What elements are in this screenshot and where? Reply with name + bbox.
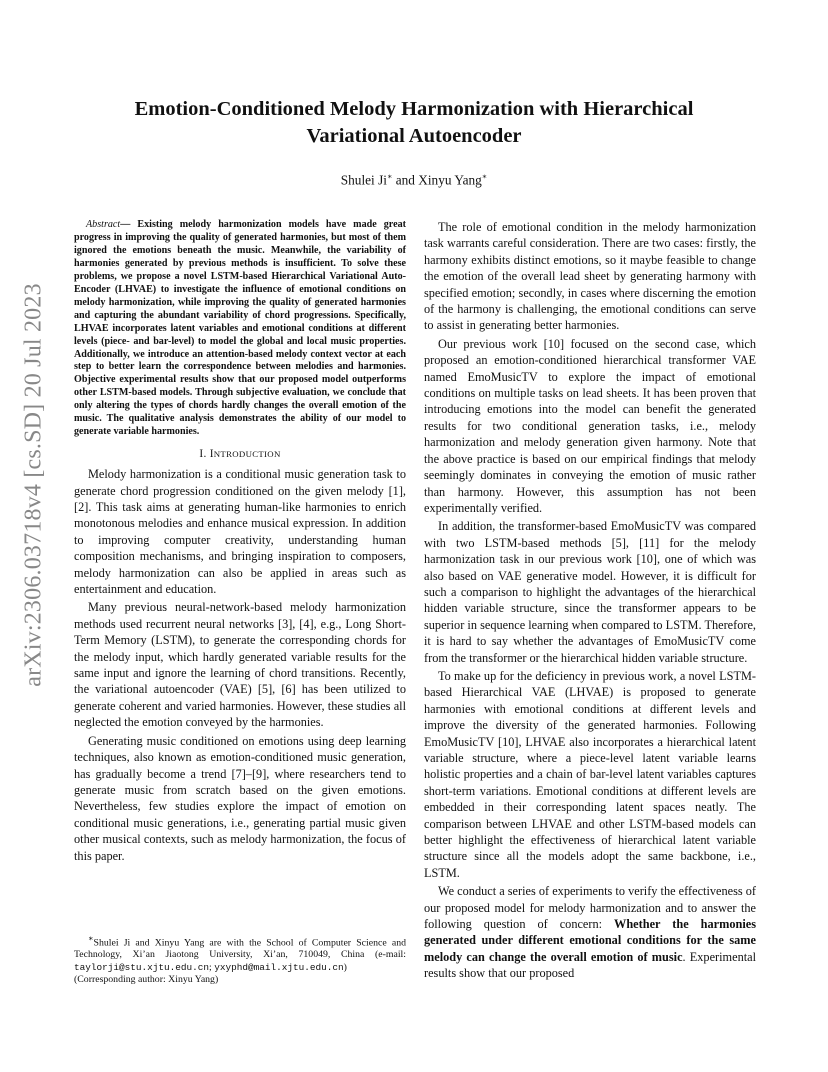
author-line — [60, 172, 768, 188]
abstract — [74, 219, 406, 439]
section-heading-introduction — [74, 448, 406, 460]
arxiv-identifier: arXiv:2306.03718v4 [cs.SD] 20 Jul 2023 — [20, 283, 47, 687]
section-title-rest: NTRODUCTION — [213, 449, 281, 460]
email-link[interactable]: yxyphd@mail.xjtu.edu.cn — [214, 961, 344, 973]
left-column — [74, 219, 406, 864]
footnote-mark: ∗ — [88, 934, 94, 943]
section-number: I. — [199, 448, 210, 461]
body-paragraph: In addition, the transformer-based EmoMusicTV was compared with two LSTM-based methods [5], [11] for the melody harmonization task in our previous work [10], one of which was also based on VAE generative model. However, it is difficult for such a comparison to highlight the advantages of the hierarchical hidden variable structure, since the transformer appears to be superior in sequence learning when compared to LSTM. Therefore, it is hard to say whether the advantages of EmoMusicTV come from the transformer or the hierarchical hidden variable structure. — [424, 519, 756, 665]
author-footnote-mark: ∗ — [386, 172, 393, 181]
author-footnote-mark: ∗ — [481, 172, 488, 181]
paragraph-text: . Experimental results show that our proposed — [424, 949, 757, 981]
body-paragraph: Generating music conditioned on emotions using deep learning techniques, also known as emotion-conditioned music generation, has gradually become a trend [7]–[9], where researchers tend to generate music from scratch based on the given emotions. Nevertheless, few studies explore the impact of emotion on conditional music generations, i.e., generating partial music given other musical contexts, such as melody harmonization, the focus of this paper. — [74, 733, 406, 863]
body-paragraph: The role of emotional condition in the melody harmonization task warrants careful consideration. There are two cases: firstly, the harmony exhibits distinct emotions, so it maybe feasible to change the emotion of the overall lead sheet by generating harmony with specified emotion; secondly, in cases where discerning the emotion of the harmony is challenging, the emotional conditions can serve to assist in generating better harmonies. — [424, 220, 756, 333]
footnote-separator: ; — [209, 961, 215, 973]
body-paragraph: Many previous neural-network-based melody harmonization methods used recurrent neural networks [3], [4], e.g., Long Short-Term Memory (LSTM), to generate the corresponding chords for the melody input, which hardly generated variable results for the same input and ignore the learning of chord transitions. Recently, the variational autoencoder (VAE) [5], [6] has been utilized to generate coherent and varied harmonies. However, these studies all neglected the emotion conveyed by the harmonies. — [74, 600, 406, 730]
footnote — [74, 933, 406, 986]
footnote-text: Shulei Ji and Xinyu Yang are with the School of Computer Science and Technology, Xi’an Jiaotong University, Xi’an, 710049, China (e-mail: — [74, 937, 406, 961]
body-paragraph: Our previous work [10] focused on the second case, which proposed an emotion-conditioned hierarchical transformer VAE named EmoMusicTV to explore the impact of emotional conditions on multiple tasks on lead sheets. It has been proven that introducing emotions into the model can benefit the generated results for two conditional generation tasks, i.e., melody harmonization and melody generation given harmony. Note that the above practice is based on our empirical findings that melody seemingly dominates in conveying the emotion of music rather than harmony. However, this assumption has not been experimentally verified. — [424, 336, 756, 515]
footnote-corresponding-author: (Corresponding author: Xinyu Yang) — [74, 973, 219, 985]
title-line-2: Variational Autoencoder — [306, 125, 522, 147]
arxiv-sidebar-stamp — [14, 283, 54, 687]
author-conjunction: and — [392, 172, 419, 188]
body-paragraph: Melody harmonization is a conditional music generation task to generate chord progression conditioned on the given melody [1], [2]. This task aims at generating human-like harmonies to enrich monotonous melodies and enhance musical expression. In addition to improving computer creativity, understanding human composition mechanisms, and bringing inspiration to composers, melody harmonization can also be applied in areas such as entertainment and education. — [74, 467, 406, 597]
email-link[interactable]: taylorji@stu.xjtu.edu.cn — [74, 961, 210, 973]
section-initial: I — [209, 448, 214, 461]
paper-title — [60, 96, 768, 150]
author-name: Shulei Ji — [340, 172, 387, 188]
right-column — [424, 219, 756, 982]
research-question: Whether the harmonies generated under different emotional conditions for the same melody can change the overall emotion of music — [424, 917, 756, 964]
footnote-affiliation — [74, 933, 406, 974]
footnote-close: ) — [343, 961, 347, 973]
paragraph-text: We conduct a series of experiments to verify the effectiveness of our proposed model for melody harmonization and to answer the following question of concern: — [424, 884, 756, 932]
body-paragraph — [424, 883, 756, 981]
body-paragraph: To make up for the deficiency in previous work, a novel LSTM-based Hierarchical VAE (LHVAE) is proposed to generate harmonies with emotional conditions at different levels and improve the diversity of the generated harmonies. Following EmoMusicTV [10], LHVAE also incorporates a hierarchical latent variable structure, where a piece-level latent variable learns holistic properties and a chain of bar-level latent variables captures short-term variations. Emotional conditions at different levels are embedded in their corresponding latent spaces neatly. The comparison between LHVAE and other LSTM-based models can better highlight the effectiveness of hierarchical latent variable structure since all the models adopt the same backbone, i.e., LSTM. — [424, 668, 756, 880]
author-name: Xinyu Yang — [418, 172, 482, 188]
abstract-text: — Existing melody harmonization models have made great progress in improving the quality of generated harmonies, but most of them ignored the emotions beneath the music. Meanwhile, the variability of harmonies generated by previous methods is insufficient. To solve these problems, we propose a novel LSTM-based Hierarchical Variational Auto-Encoder (LHVAE) to investigate the influence of emotional conditions on melody harmonization, while improving the quality of generated harmonies and capturing the abundant variability of chord progressions. Specifically, LHVAE incorporates latent variables and emotional conditions at different levels (piece- and bar-level) to model the global and local music properties. Additionally, we introduce an attention-based melody context vector at each step to better learn the correspondence between melodies and harmonies. Objective experimental results show that our proposed model outperforms other LSTM-based models. Through subjective evaluation, we conclude that only altering the types of chords hardly changes the overall emotion of the music. The qualitative analysis demonstrates the ability of our model to generate variable harmonies. — [74, 219, 406, 438]
title-line-1: Emotion-Conditioned Melody Harmonization with Hierarchical — [134, 98, 694, 120]
abstract-label: Abstract — [86, 219, 121, 230]
